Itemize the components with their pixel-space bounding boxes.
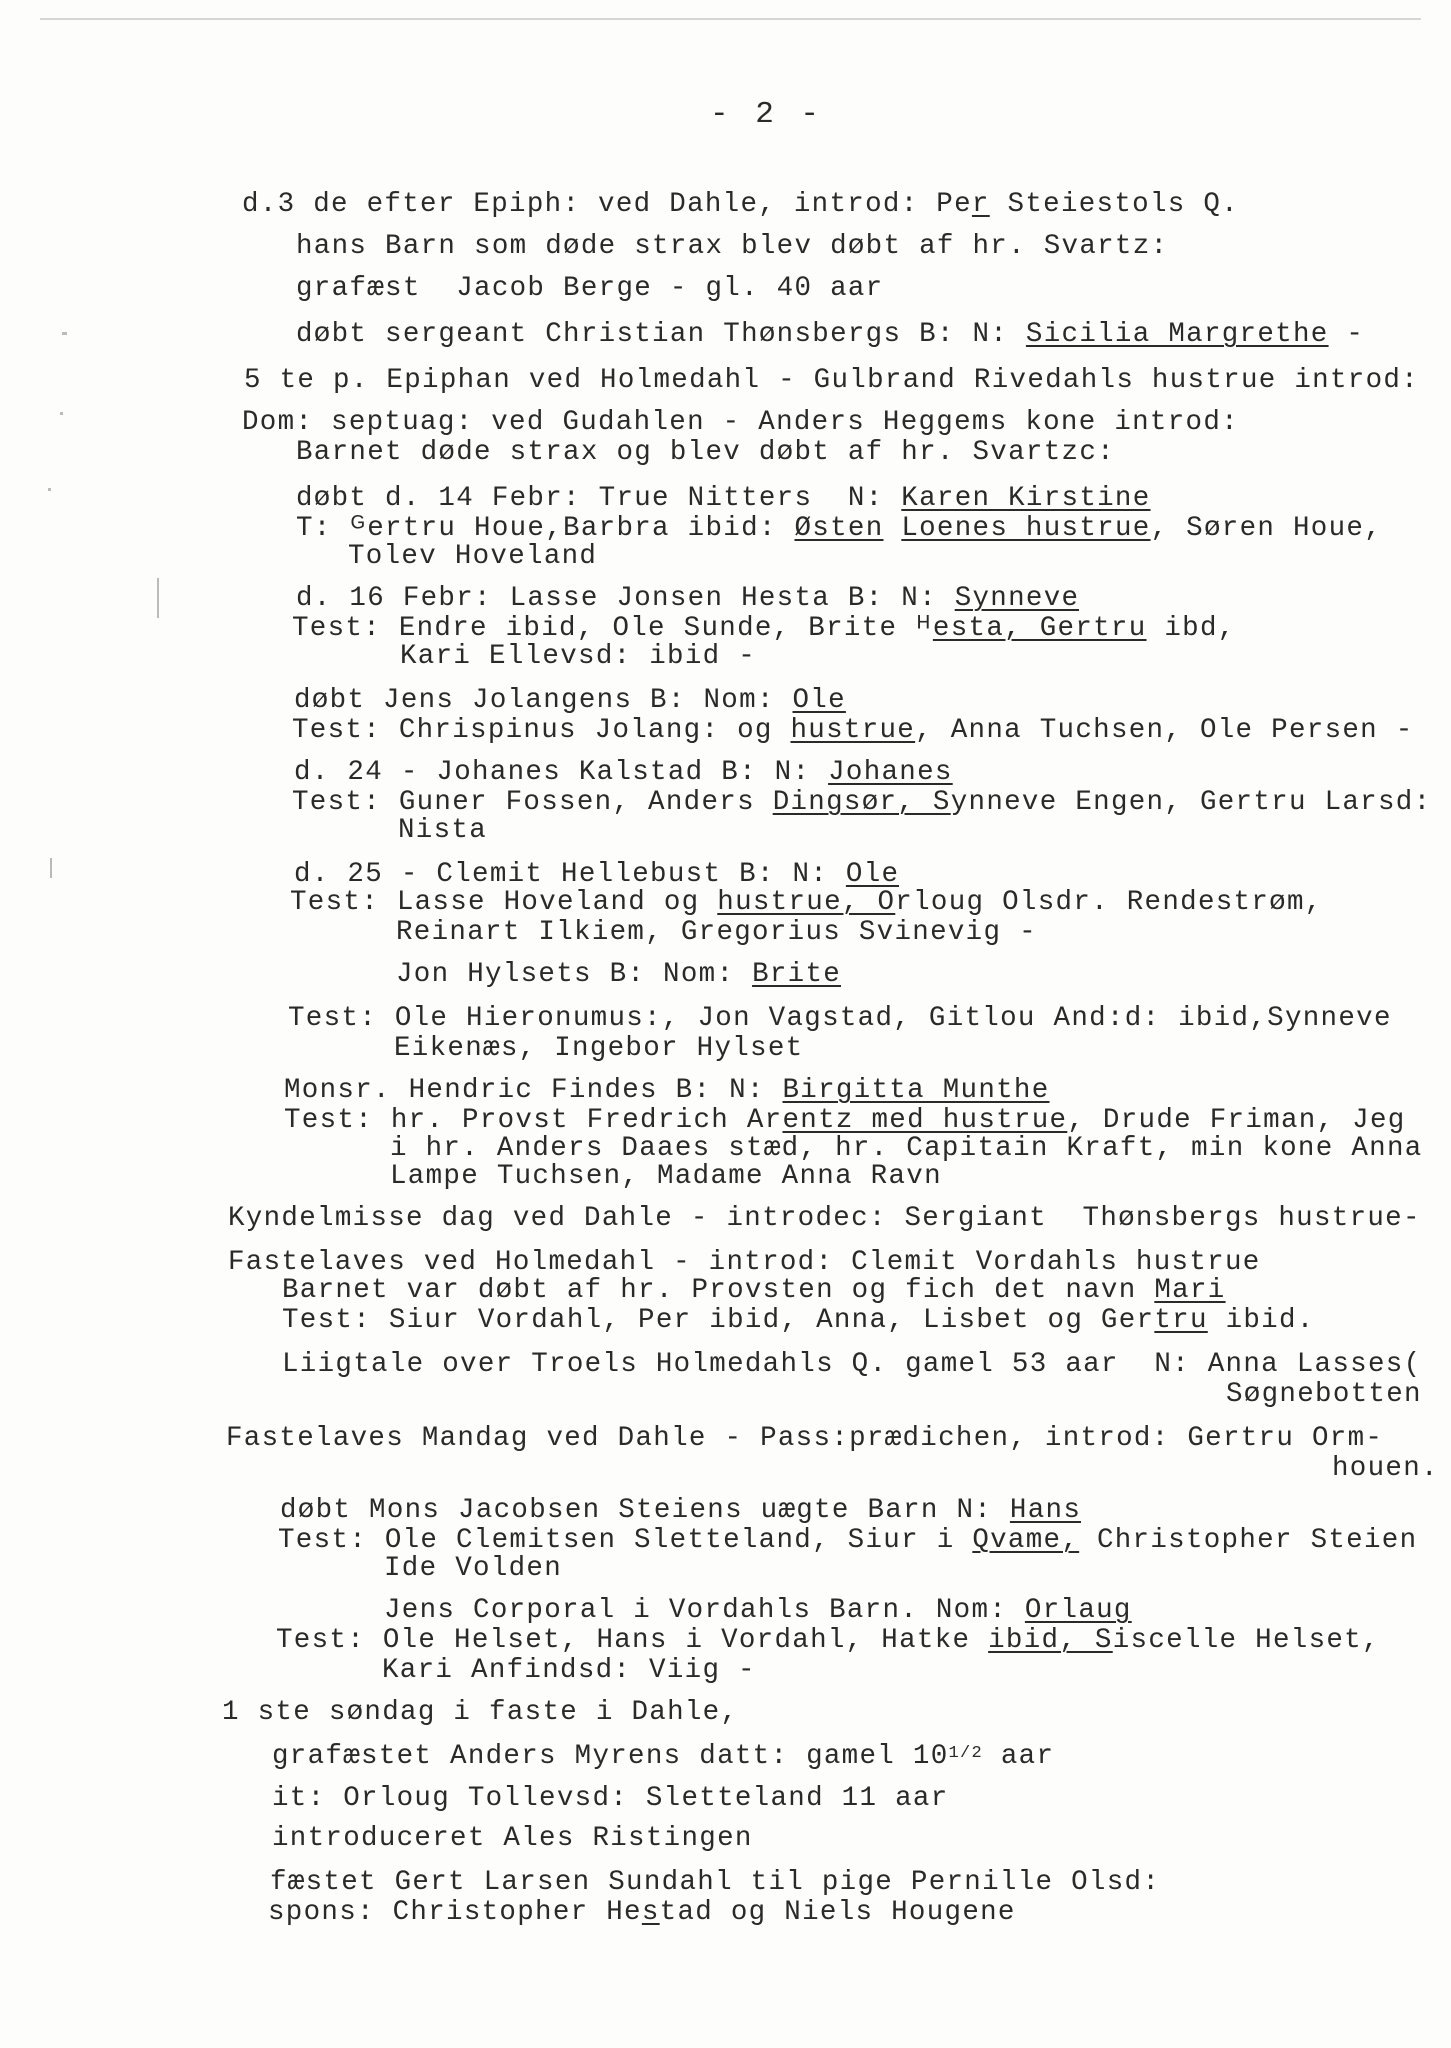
text-span: Barnet døde strax og blev døbt af hr. Svartzc: (296, 438, 1115, 468)
text-line (270, 1868, 1160, 1898)
text-line (292, 716, 1414, 746)
text-span: Christopher Steien (1079, 1526, 1418, 1556)
text-line (398, 816, 487, 846)
text-line (384, 1554, 562, 1584)
page-top-edge (40, 18, 1421, 20)
text-span: Test: Chrispinus Jolang: og (292, 716, 791, 746)
text-span: Liigtale over Troels Holmedahls Q. gamel 53 aar N: Anna Lasses( (282, 1350, 1422, 1380)
text-line (282, 1306, 1315, 1336)
text-span: hans Barn som døde strax blev døbt af hr. Svartz: (296, 232, 1169, 262)
text-span: døbt d. 14 Febr: True Nitters N: (296, 484, 902, 514)
underlined-name: hustrue, O (717, 888, 896, 918)
text-line (276, 1626, 1380, 1656)
underlined-name: hustrue (790, 716, 916, 746)
text-line (296, 232, 1168, 262)
text-span: Test: Ole Hieronumus:, Jon Vagstad, Gitlou And:d: ibid,Synneve (288, 1004, 1392, 1034)
text-span: Tolev Hoveland (348, 542, 598, 572)
fraction: 1/2 (948, 1744, 984, 1763)
text-span: Test: Siur Vordahl, Per ibid, Anna, Lisbet og Ger (282, 1306, 1155, 1336)
underlined-name: s (641, 1898, 660, 1928)
text-line (242, 408, 1239, 438)
text-span: døbt Jens Jolangens B: Nom: (294, 686, 793, 716)
text-span: Test: Lasse Hoveland og (290, 888, 718, 918)
text-span: ibid. (1207, 1306, 1315, 1336)
text-span: rloug Olsdr. Rendestrøm, (895, 888, 1323, 918)
underlined-name: Orlaug (1024, 1596, 1132, 1626)
text-span: Nista (398, 816, 488, 846)
text-span: Barnet var døbt af hr. Provsten og fich det navn (282, 1276, 1155, 1306)
text-span: grafæstet Anders Myrens datt: gamel 10 (272, 1742, 949, 1772)
underlined-name: Ole (792, 686, 846, 716)
text-span: , Drude Friman, Jeg (1067, 1106, 1406, 1136)
text-span: Søgnebotten (1226, 1380, 1422, 1410)
text-span: Test: Endre ibid, Ole Sunde, Brite ᴴ (292, 614, 933, 644)
text-span: Test: Ole Clemitsen Sletteland, Siur i (278, 1526, 973, 1556)
underlined-name: Dingsør, S (772, 788, 951, 818)
text-line (226, 1424, 1383, 1454)
text-span: Test: hr. Provst Fredrich Ar (284, 1106, 783, 1136)
text-span: houen. (1332, 1454, 1439, 1484)
underlined-name: esta, Gertru (932, 614, 1147, 644)
underlined-name: Loenes hustrue (901, 514, 1151, 544)
text-line (1226, 1380, 1422, 1410)
text-span: Monsr. Hendric Findes B: N: (284, 1076, 783, 1106)
margin-speck (48, 488, 51, 491)
text-line (290, 888, 1323, 918)
text-line (282, 1276, 1226, 1306)
text-span: d. 16 Febr: Lasse Jonsen Hesta B: N: (296, 584, 955, 614)
margin-speck (60, 412, 63, 415)
text-line (390, 1134, 1423, 1164)
text-line (296, 274, 884, 304)
text-span: ibd, (1146, 614, 1236, 644)
text-line (1332, 1454, 1439, 1484)
text-span: spons: Christopher He (268, 1898, 642, 1928)
text-span: Jon Hylsets B: Nom: (396, 960, 753, 990)
text-span: 5 te p. Epiphan ved Holmedahl - Gulbrand Rivedahls hustrue introd: (244, 366, 1419, 396)
text-line (228, 1248, 1261, 1278)
text-span: iscelle Helset, (1112, 1626, 1380, 1656)
text-line (242, 190, 1239, 220)
text-span: grafæst Jacob Berge - gl. 40 aar (296, 274, 884, 304)
margin-speck (50, 858, 52, 878)
text-line (294, 686, 846, 716)
text-span: , Anna Tuchsen, Ole Persen - (915, 716, 1414, 746)
underlined-name: Mari (1154, 1276, 1226, 1306)
text-line (268, 1898, 1016, 1928)
text-line (396, 918, 1037, 948)
text-span: d.3 de efter Epiph: ved Dahle, introd: Pe (242, 190, 972, 220)
underlined-name: r (971, 190, 990, 220)
text-line (288, 1004, 1392, 1034)
text-line (294, 860, 899, 890)
text-span: aar (983, 1742, 1055, 1772)
underlined-name: Brite (752, 960, 842, 990)
text-span: T: ᴳertru Houe,Barbra ibid: (296, 514, 795, 544)
text-span: Test: Ole Helset, Hans i Vordahl, Hatke (276, 1626, 989, 1656)
text-span: Fastelaves Mandag ved Dahle - Pass:prædichen, introd: Gertru Orm- (226, 1424, 1384, 1454)
text-span: , Søren Houe, (1150, 514, 1382, 544)
text-span: døbt sergeant Christian Thønsbergs B: N: (296, 320, 1026, 350)
text-span: Dom: septuag: ved Gudahlen - Anders Heggems kone introd: (242, 408, 1239, 438)
text-line (272, 1824, 753, 1854)
text-span: Kyndelmisse dag ved Dahle - introdec: Sergiant Thønsbergs hustrue- (228, 1204, 1421, 1234)
text-line (396, 960, 841, 990)
text-span: fæstet Gert Larsen Sundahl til pige Pernille Olsd: (270, 1868, 1161, 1898)
text-span: Steiestols Q. (989, 190, 1239, 220)
text-line (244, 366, 1419, 396)
text-line (400, 642, 756, 672)
text-line (394, 1034, 803, 1064)
text-line (272, 1784, 949, 1814)
text-line (390, 1162, 942, 1192)
underlined-name: tru (1154, 1306, 1208, 1336)
text-span: Kari Anfindsd: Viig - (382, 1656, 756, 1686)
text-span: it: Orloug Tollevsd: Sletteland 11 aar (272, 1784, 949, 1814)
text-span: Lampe Tuchsen, Madame Anna Ravn (390, 1162, 942, 1192)
text-line (348, 542, 597, 572)
underlined-name: entz med hustrue (782, 1106, 1068, 1136)
text-line (272, 1742, 1054, 1775)
underlined-name: Østen (794, 514, 884, 544)
underlined-name: Qvame, (972, 1526, 1080, 1556)
text-span: Fastelaves ved Holmedahl - introd: Clemit Vordahls hustrue (228, 1248, 1261, 1278)
text-line (296, 584, 1079, 614)
text-line (278, 1526, 1417, 1556)
text-line (292, 614, 1236, 644)
text-span: - (1328, 320, 1365, 350)
text-line (222, 1698, 738, 1728)
underlined-name: Ole (845, 860, 900, 890)
text-line (296, 320, 1364, 350)
text-span: Test: Guner Fossen, Anders (292, 788, 773, 818)
text-line (384, 1596, 1132, 1626)
text-line (228, 1204, 1421, 1234)
text-span: 1 ste søndag i faste i Dahle, (222, 1698, 739, 1728)
text-span: Eikenæs, Ingebor Hylset (394, 1034, 804, 1064)
text-line (284, 1076, 1050, 1106)
text-line (294, 758, 953, 788)
text-span: ynneve Engen, Gertru Larsd: (950, 788, 1432, 818)
text-span: tad og Niels Hougene (659, 1898, 1016, 1928)
underlined-name: Hans (1009, 1496, 1082, 1526)
text-line (296, 484, 1151, 514)
text-span (884, 514, 902, 544)
underlined-name: Johanes (828, 758, 953, 788)
underlined-name: ibid, S (988, 1626, 1113, 1656)
text-span: Kari Ellevsd: ibid - (400, 642, 757, 672)
text-span: Jens Corporal i Vordahls Barn. Nom: (384, 1596, 1025, 1626)
page-number: - 2 - (710, 97, 824, 132)
margin-speck (62, 332, 67, 335)
text-line (382, 1656, 756, 1686)
underlined-name: Karen Kirstine (901, 484, 1151, 514)
underlined-name: Birgitta Munthe (782, 1076, 1050, 1106)
text-line (284, 1106, 1406, 1136)
underlined-name: Synneve (954, 584, 1080, 614)
text-line (296, 514, 1382, 544)
text-span: Reinart Ilkiem, Gregorius Svinevig - (396, 918, 1037, 948)
margin-pencil-mark (157, 578, 159, 618)
text-line (296, 438, 1115, 468)
text-span: Ide Volden (384, 1554, 563, 1584)
underlined-name: Sicilia Margrethe (1025, 320, 1329, 350)
text-span: i hr. Anders Daaes stæd, hr. Capitain Kraft, min kone Anna (390, 1134, 1423, 1164)
text-span: d. 24 - Johanes Kalstad B: N: (294, 758, 829, 788)
text-line (292, 788, 1431, 818)
text-line (280, 1496, 1081, 1526)
text-span: d. 25 - Clemit Hellebust B: N: (294, 860, 846, 890)
text-span: døbt Mons Jacobsen Steiens uægte Barn N: (280, 1496, 1010, 1526)
text-span: introduceret Ales Ristingen (272, 1824, 753, 1854)
text-line (282, 1350, 1421, 1380)
